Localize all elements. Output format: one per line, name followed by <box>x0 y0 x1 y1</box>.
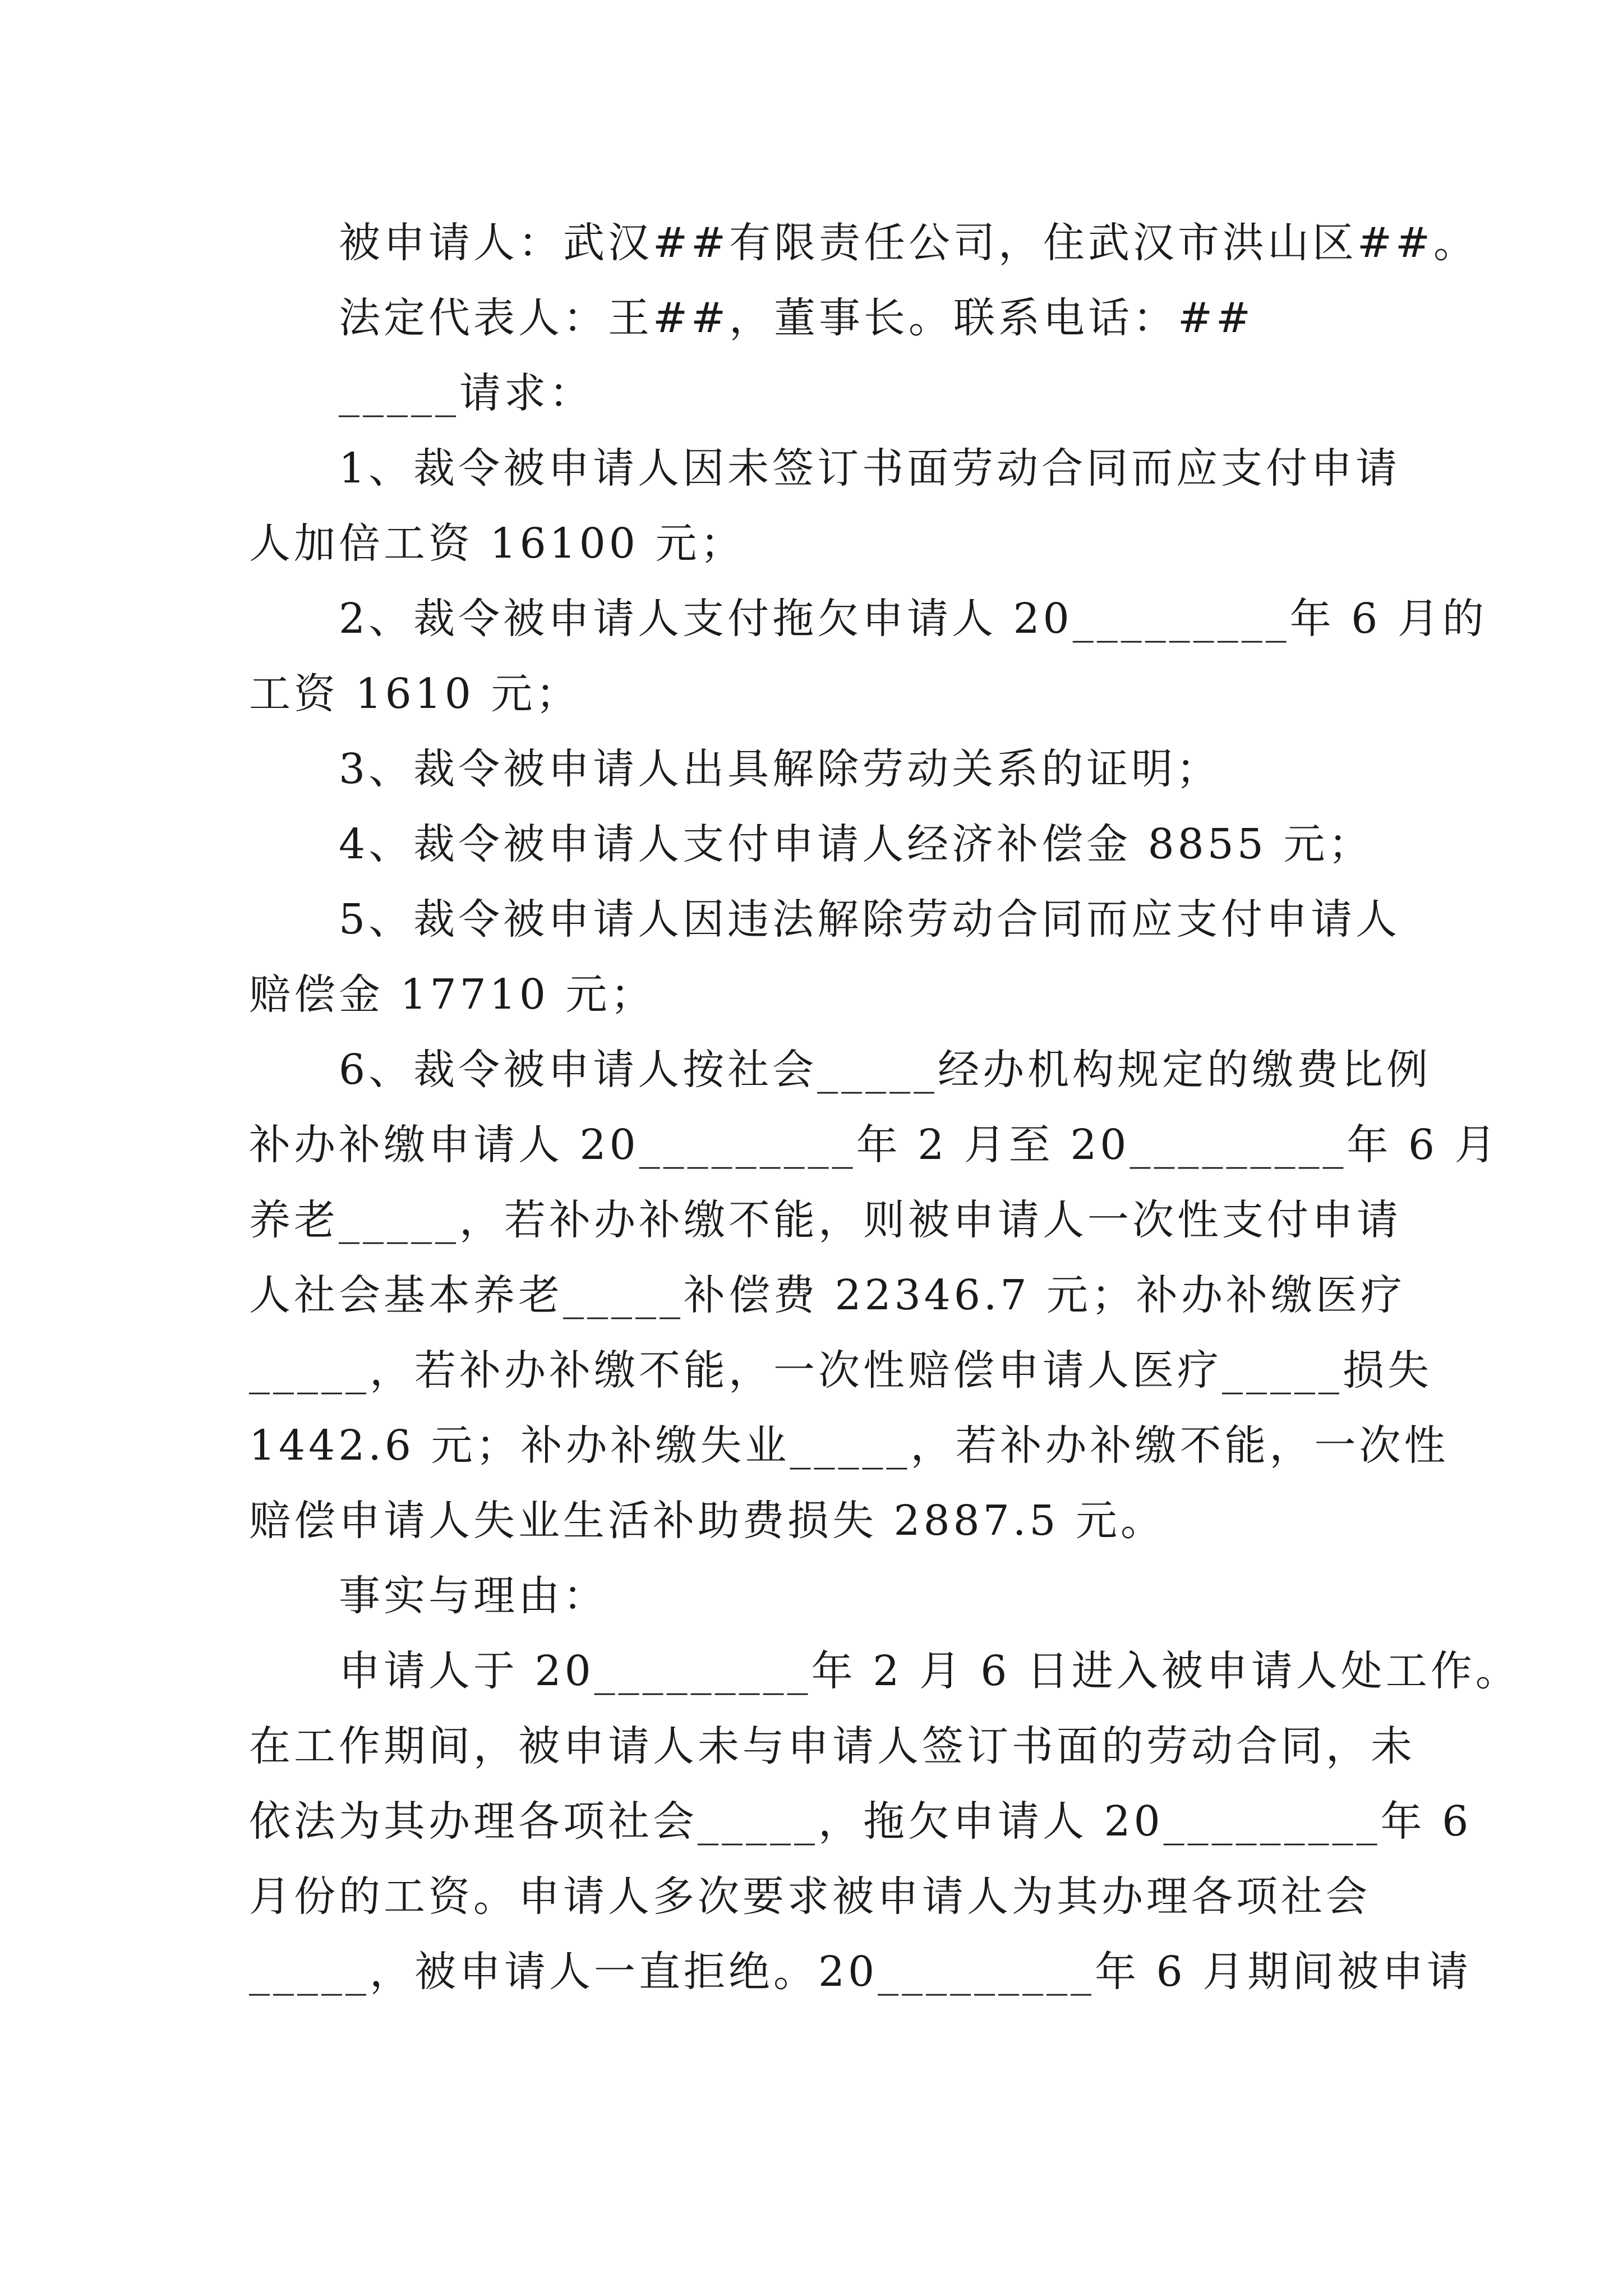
facts-line-2: 在工作期间，被申请人未与申请人签订书面的劳动合同，未 <box>249 1722 1415 1770</box>
facts-line-4: 月份的工资。申请人多次要求被申请人为其办理各项社会 <box>249 1872 1371 1921</box>
request-6-line-5: _____，若补办补缴不能，一次性赔偿申请人医疗_____损失 <box>249 1346 1432 1395</box>
facts-heading: 事实与理由： <box>339 1572 608 1620</box>
facts-line-5: _____，被申请人一直拒绝。20_________年 6 月期间被申请 <box>249 1948 1472 1996</box>
request-6-line-6: 1442.6 元；补办补缴失业_____，若补办补缴不能，一次性 <box>249 1421 1449 1470</box>
document-body <box>249 205 1520 2009</box>
requests-heading: _____请求： <box>339 369 594 417</box>
legal-representative-line: 法定代表人：王##，董事长。联系电话：## <box>339 294 1255 342</box>
respondent-line: 被申请人：武汉##有限责任公司，住武汉市洪山区##。 <box>339 219 1479 267</box>
request-6-line-1: 6、裁令被申请人按社会_____经办机构规定的缴费比例 <box>339 1046 1432 1094</box>
request-6-line-7: 赔偿申请人失业生活补助费损失 2887.5 元。 <box>249 1497 1165 1545</box>
request-4-line: 4、裁令被申请人支付申请人经济补偿金 8855 元； <box>339 820 1373 868</box>
facts-line-3: 依法为其办理各项社会_____，拖欠申请人 20_________年 6 <box>249 1797 1472 1846</box>
request-5-line-2: 赔偿金 17710 元； <box>249 970 656 1019</box>
request-5-line-1: 5、裁令被申请人因违法解除劳动合同而应支付申请人 <box>339 895 1401 944</box>
request-1-line-2: 人加倍工资 16100 元； <box>249 519 745 568</box>
request-1-line-1: 1、裁令被申请人因未签订书面劳动合同而应支付申请 <box>339 444 1401 493</box>
request-2-line-1: 2、裁令被申请人支付拖欠申请人 20_________年 6 月的 <box>339 595 1487 643</box>
request-6-line-4: 人社会基本养老_____补偿费 22346.7 元；补办补缴医疗 <box>249 1271 1406 1319</box>
request-6-line-3: 养老_____，若补办补缴不能，则被申请人一次性支付申请 <box>249 1196 1401 1244</box>
facts-line-1: 申请人于 20_________年 2 月 6 日进入被申请人处工作。 <box>339 1647 1520 1695</box>
request-3-line: 3、裁令被申请人出具解除劳动关系的证明； <box>339 745 1221 793</box>
request-6-line-2: 补办补缴申请人 20_________年 2 月至 20_________年 6 月 <box>249 1121 1500 1169</box>
request-2-line-2: 工资 1610 元； <box>249 670 581 718</box>
